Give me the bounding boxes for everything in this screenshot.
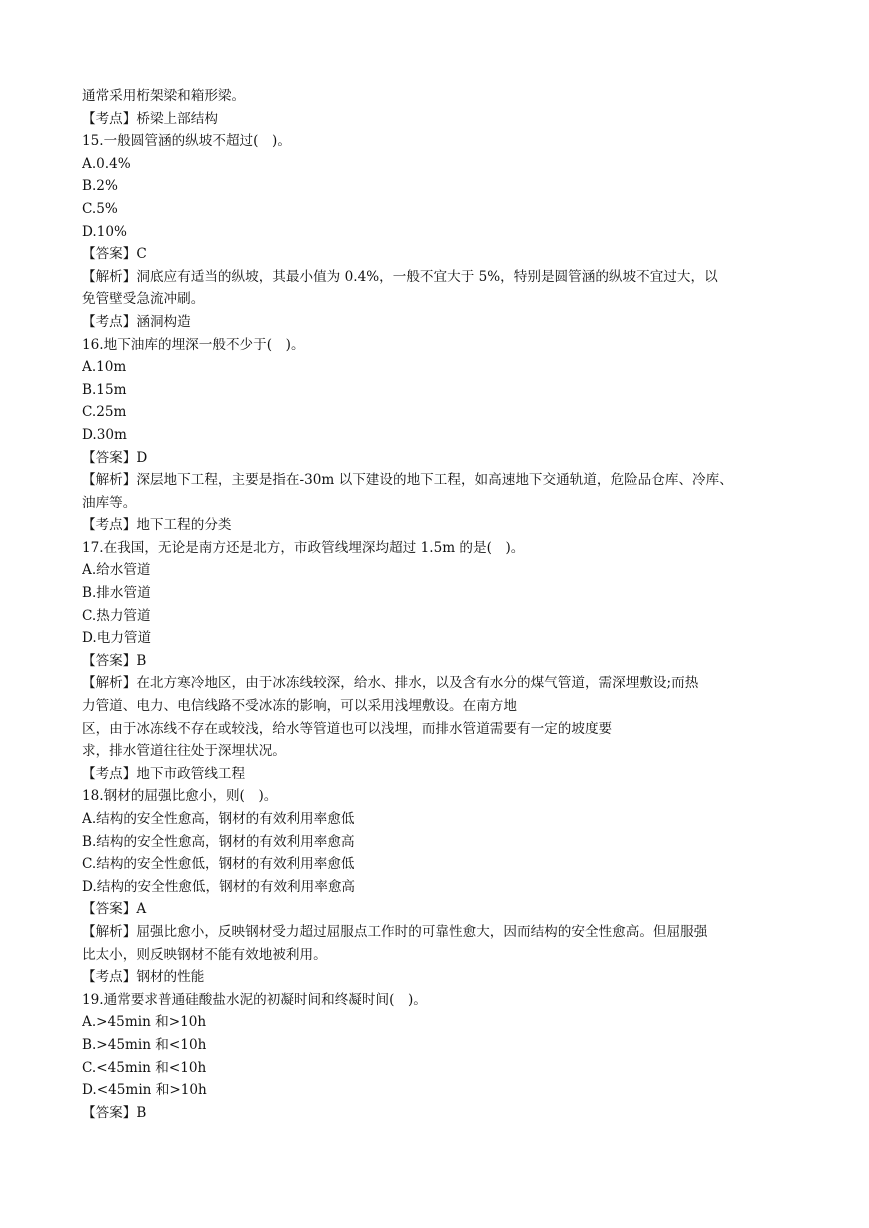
question-17-option-b: B.排水管道 [82,585,151,602]
question-16-answer: 【答案】D [82,449,148,466]
question-16-option-b: B.15m [82,381,127,398]
question-17-analysis-cont-3: 求，排水管道往往处于深埋状况。 [82,743,286,760]
question-19-stem: 19.通常要求普通硅酸盐水泥的初凝时间和终凝时间( )。 [82,991,427,1008]
question-17-option-c: C.热力管道 [82,607,151,624]
question-18-option-d: D.结构的安全性愈低，钢材的有效利用率愈高 [82,878,356,895]
question-15-analysis-cont: 免管壁受急流冲刷。 [82,291,205,308]
question-18-answer: 【答案】A [82,901,147,918]
question-16-analysis-cont: 油库等。 [82,494,137,511]
question-17-analysis-cont-2: 区，由于冰冻线不存在或较浅，给水等管道也可以浅埋，而排水管道需要有一定的坡度要 [82,720,613,737]
question-16-option-d: D.30m [82,426,127,443]
question-15-analysis: 【解析】洞底应有适当的纵坡，其最小值为 0.4%，一般不宜大于 5%，特别是圆管涵的纵坡不宜过大，以 [82,268,718,285]
question-16-analysis: 【解析】深层地下工程，主要是指在-30m 以下建设的地下工程，如高速地下交通轨道，危险品仓库、冷库、 [82,472,733,489]
question-17-stem: 17.在我国，无论是南方还是北方，市政管线埋深均超过 1.5m 的是( )。 [82,539,525,556]
question-17-analysis-cont-1: 力管道、电力、电信线路不受冰冻的影响，可以采用浅埋敷设。在南方地 [82,698,517,715]
question-17-analysis: 【解析】在北方寒冷地区，由于冰冻线较深，给水、排水，以及含有水分的煤气管道，需深埋敷设;而热 [82,675,699,692]
question-18-topic: 【考点】钢材的性能 [82,969,205,986]
question-18-stem: 18.钢材的屈强比愈小，则( )。 [82,788,278,805]
document-body [82,85,787,1124]
question-19-option-c: C.<45min 和<10h [82,1059,207,1076]
question-19-option-a: A.>45min 和>10h [82,1014,207,1031]
question-15-topic: 【考点】涵洞构造 [82,313,191,330]
question-16-option-c: C.25m [82,404,127,421]
question-18-option-b: B.结构的安全性愈高，钢材的有效利用率愈高 [82,833,355,850]
question-17-answer: 【答案】B [82,652,147,669]
question-15-option-c: C.5% [82,200,118,217]
question-15-answer: 【答案】C [82,246,147,263]
question-15-option-d: D.10% [82,223,127,240]
question-19-answer: 【答案】B [82,1104,147,1121]
question-17-option-a: A.给水管道 [82,562,151,579]
question-15-option-b: B.2% [82,178,118,195]
question-19-option-d: D.<45min 和>10h [82,1082,207,1099]
question-16-stem: 16.地下油库的埋深一般不少于( )。 [82,336,305,353]
question-17-topic: 【考点】地下市政管线工程 [82,765,246,782]
question-16-option-a: A.10m [82,359,127,376]
text-line: 通常采用桁架梁和箱形梁。 [82,88,246,104]
question-18-analysis: 【解析】屈强比愈小，反映钢材受力超过屈服点工作时的可靠性愈大，因而结构的安全性愈高。但屈服强 [82,923,708,940]
question-19-option-b: B.>45min 和<10h [82,1036,207,1053]
question-18-option-c: C.结构的安全性愈低，钢材的有效利用率愈低 [82,856,355,873]
question-18-analysis-cont: 比太小，则反映钢材不能有效地被利用。 [82,946,327,963]
question-15-stem: 15.一般圆管涵的纵坡不超过( )。 [82,133,291,150]
question-15-option-a: A.0.4% [82,155,131,172]
question-18-option-a: A.结构的安全性愈高，钢材的有效利用率愈低 [82,811,355,827]
question-16-topic: 【考点】地下工程的分类 [82,517,232,534]
topic-line: 【考点】桥梁上部结构 [82,110,218,127]
question-17-option-d: D.电力管道 [82,630,152,647]
